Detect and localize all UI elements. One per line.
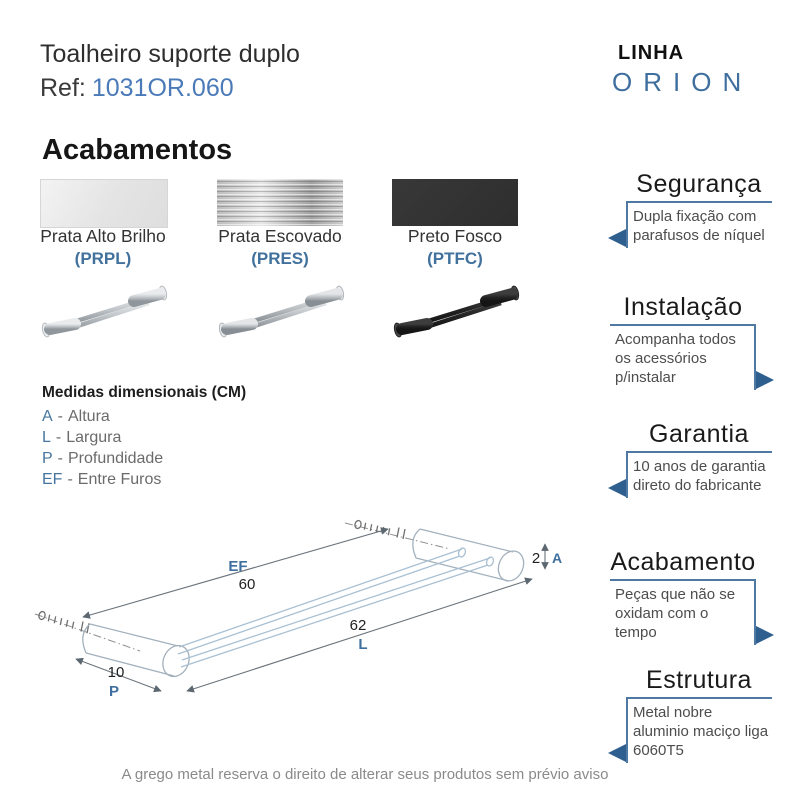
left-bracket-outline <box>83 624 194 681</box>
dim-value-a: 2 <box>531 550 541 567</box>
dim-label-l: L <box>358 636 368 653</box>
ref-label: Ref: <box>40 74 86 102</box>
brand-line-name: ORION <box>612 67 753 97</box>
dim-label-p: P <box>108 683 120 700</box>
section-text: Dupla fixação com parafusos de níquel <box>626 201 772 248</box>
legend-item: L - Largura <box>42 429 122 446</box>
arrow-right-icon <box>756 371 774 389</box>
brand-line <box>612 42 782 98</box>
dim-value-ef: 60 <box>238 576 256 593</box>
section-title: Instalação <box>623 293 743 321</box>
swatch-gloss-silver <box>40 179 168 228</box>
right-bracket-outline <box>413 529 528 585</box>
product-image-gloss-silver <box>33 273 203 373</box>
legend-item: P - Profundidade <box>42 450 164 467</box>
medidas-title: Medidas dimensionais (CM) <box>42 384 247 401</box>
swatch-matte-black <box>392 179 518 226</box>
dim-label-a: A <box>552 550 563 566</box>
dim-value-p: 10 <box>107 664 125 681</box>
footer-disclaimer: A grego metal reserva o direito de alterar seus produtos sem prévio aviso <box>121 766 609 783</box>
section-title: Segurança <box>636 170 762 198</box>
finish-code: (PRPL) <box>74 249 132 268</box>
section-title: Acabamento <box>610 548 756 576</box>
section-instalacao <box>610 293 772 390</box>
section-estrutura <box>610 666 772 763</box>
arrow-left-icon <box>608 744 626 762</box>
section-text: Metal nobre aluminio maciço liga 6060T5 <box>626 697 772 763</box>
acabamentos-title: Acabamentos <box>42 134 233 166</box>
section-text: 10 anos de garantia direto do fabricante <box>626 451 772 498</box>
brand-line-label: LINHA <box>618 42 685 64</box>
reference-line <box>40 74 234 103</box>
section-title: Estrutura <box>646 666 752 694</box>
finish-name: Prata Escovado <box>218 226 342 246</box>
technical-drawing <box>25 505 605 720</box>
arrow-right-icon <box>756 626 774 644</box>
finish-name: Prata Alto Brilho <box>40 226 166 246</box>
legend-item: EF - Entre Furos <box>42 471 162 488</box>
product-image-matte-black <box>385 273 555 373</box>
arrow-left-icon <box>608 229 626 247</box>
arrow-left-icon <box>608 479 626 497</box>
dim-label-ef: EF <box>228 558 248 575</box>
dim-line-l <box>187 579 532 691</box>
section-garantia <box>610 420 772 498</box>
section-acabamento <box>610 548 772 645</box>
section-title: Garantia <box>649 420 749 448</box>
screw-icon <box>38 611 89 634</box>
finish-name: Preto Fosco <box>407 226 503 246</box>
product-image-brushed-silver <box>210 273 380 373</box>
section-text: Peças que não se oxidam com o tempo <box>610 579 756 645</box>
dimension-legend <box>42 406 163 490</box>
dim-value-l: 62 <box>349 617 367 634</box>
finish-code: (PRES) <box>251 249 309 268</box>
page-title: Toalheiro suporte duplo <box>40 40 300 68</box>
ref-code: 1031OR.060 <box>91 74 234 102</box>
section-text: Acompanha todos os acessórios p/instalar <box>610 324 756 390</box>
section-seguranca <box>610 170 772 248</box>
finish-code: (PTFC) <box>427 249 483 268</box>
swatch-brushed-silver <box>217 179 343 226</box>
legend-item: A - Altura <box>42 408 110 425</box>
